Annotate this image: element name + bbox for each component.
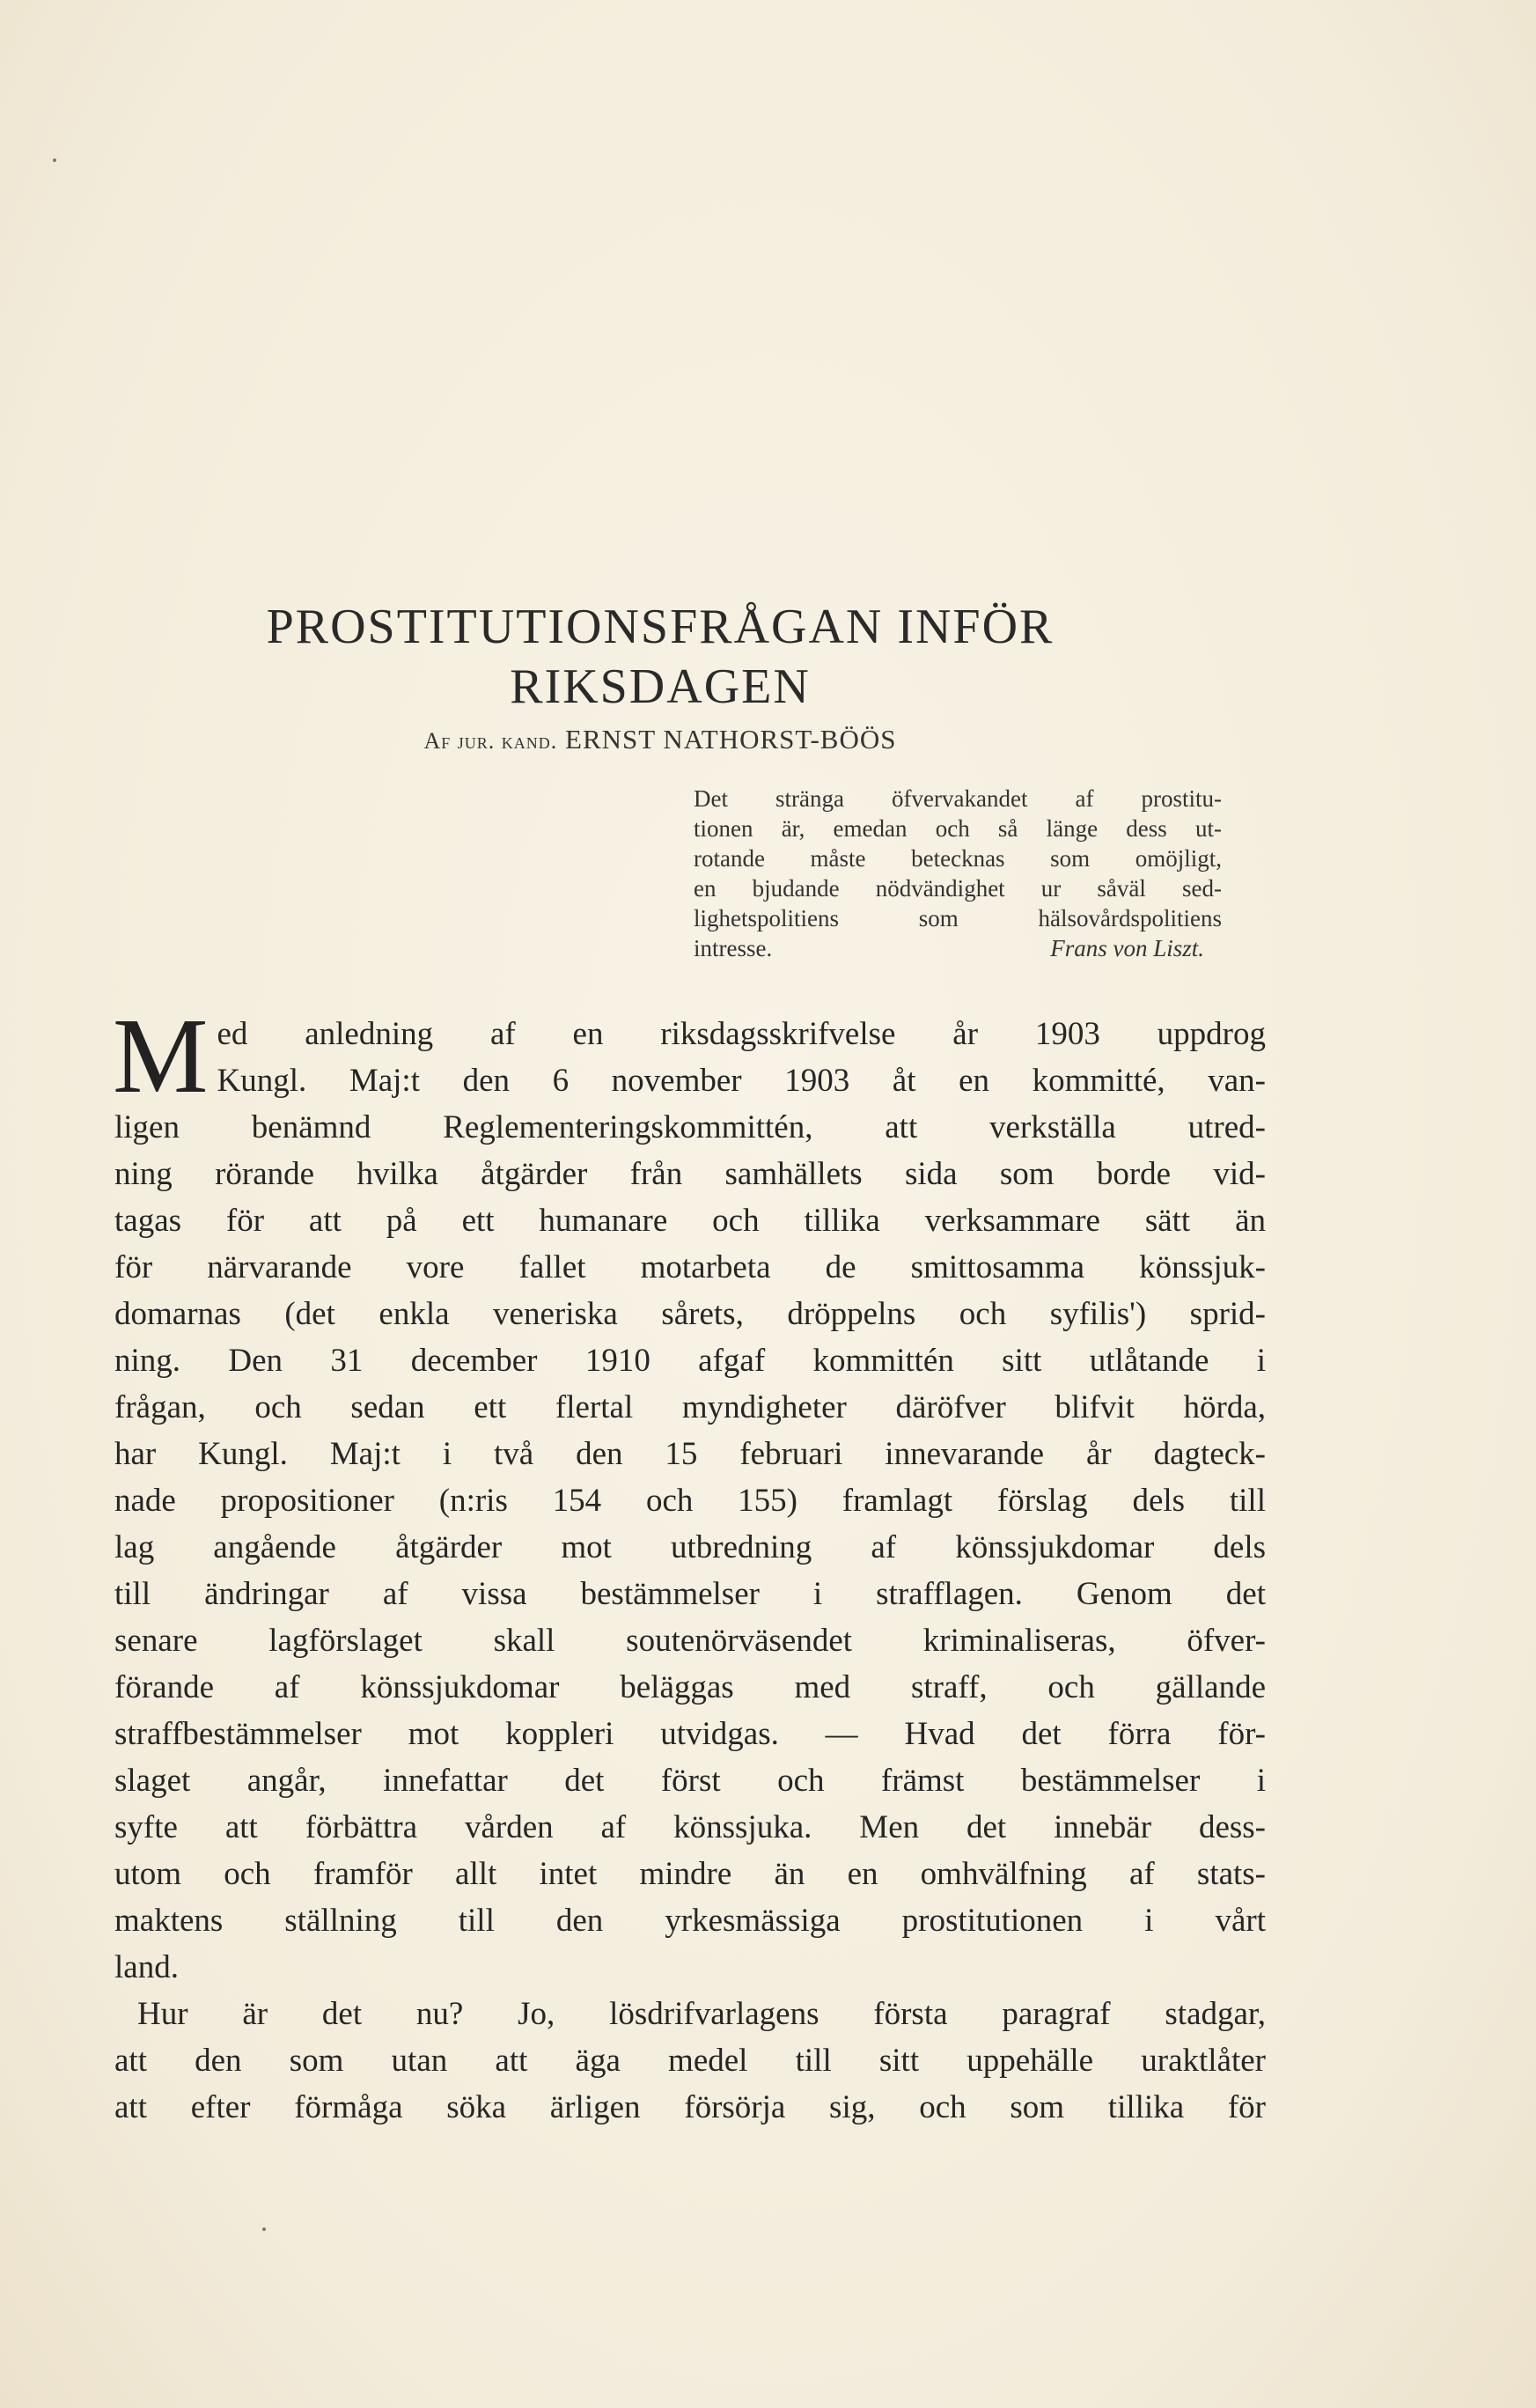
epigraph-line: tionen är, emedan och så länge dess ut- — [694, 815, 1222, 842]
byline — [176, 724, 1144, 755]
body-line: land. — [114, 1949, 179, 1985]
body-line: ed anledning af en riksdagsskrifvelse år 1903 uppdrog — [217, 1016, 1266, 1052]
body-line: senare lagförslaget skall soutenörväsendet kriminaliseras, öfver- — [114, 1623, 1266, 1659]
body-line: för närvarande vore fallet motarbeta de smittosamma könssjuk- — [114, 1249, 1266, 1285]
body-line: har Kungl. Maj:t i två den 15 februari innevarande år dagteck- — [114, 1436, 1266, 1472]
paper-speck — [53, 158, 56, 162]
body-line: ligen benämnd Reglementeringskommittén, att verkställa utred- — [114, 1109, 1266, 1145]
body-line: lag angående åtgärder mot utbredning af könssjukdomar dels — [114, 1529, 1266, 1565]
body-line: att den som utan att äga medel till sitt uppehälle uraktlåter — [114, 2043, 1266, 2079]
title-line-2: RIKSDAGEN — [510, 659, 811, 714]
body-line: slaget angår, innefattar det först och främst bestämmelser i — [114, 1763, 1266, 1799]
body-line: ning. Den 31 december 1910 afgaf kommittén sitt utlåtande i — [114, 1343, 1266, 1379]
drop-cap: M — [113, 997, 209, 1116]
body-line: maktens ställning till den yrkesmässiga prostitutionen i vårt — [114, 1903, 1266, 1939]
epigraph-last-line — [694, 933, 1222, 963]
body-line: domarnas (det enkla veneriska sårets, dröppelns och syfilis') sprid- — [114, 1296, 1266, 1332]
body-line: nade propositioner (n:ris 154 och 155) framlagt förslag dels till — [114, 1483, 1266, 1519]
article-body — [113, 997, 1266, 2131]
title-line-1: PROSTITUTIONSFRÅGAN INFÖR — [266, 599, 1055, 654]
body-line: till ändringar af vissa bestämmelser i strafflagen. Genom det — [114, 1576, 1266, 1612]
body-line: straffbestämmelser mot koppleri utvidgas. — Hvad det förra för- — [114, 1716, 1266, 1752]
epigraph-author: Frans von Liszt. — [1050, 935, 1204, 961]
epigraph-line: en bjudande nödvändighet ur såväl sed- — [694, 875, 1222, 902]
body-line: utom och framför allt intet mindre än en omhvälfning af stats- — [114, 1856, 1266, 1892]
body-line: Kungl. Maj:t den 6 november 1903 åt en kommitté, van- — [217, 1063, 1266, 1099]
body-line: ning rörande hvilka åtgärder från samhällets sida som borde vid- — [114, 1156, 1266, 1192]
body-line: förande af könssjukdomar beläggas med straff, och gällande — [114, 1669, 1266, 1705]
epigraph-line: intresse. — [694, 935, 773, 961]
body-line: att efter förmåga söka ärligen försörja sig, och som tillika för — [114, 2089, 1266, 2125]
byline-author: ERNST NATHORST-BÖÖS — [565, 724, 897, 755]
paper-speck — [262, 2228, 266, 2231]
body-line: tagas för att på ett humanare och tillika verksammare sätt än — [114, 1203, 1266, 1239]
epigraph-line: lighetspolitiens som hälsovårdspolitiens — [694, 905, 1222, 932]
body-line: Hur är det nu? Jo, lösdrifvarlagens första paragraf stadgar, — [137, 1996, 1266, 2032]
article-title — [176, 597, 1144, 717]
byline-prefix: Af jur. kand. — [423, 728, 558, 754]
body-line: frågan, och sedan ett flertal myndigheter däröfver blifvit hörda, — [114, 1389, 1266, 1425]
epigraph-line: rotande måste betecknas som omöjligt, — [694, 845, 1222, 872]
body-line: syfte att förbättra vården af könssjuka. Men det innebär dess- — [114, 1809, 1266, 1845]
epigraph-line: Det stränga öfvervakandet af prostitu- — [694, 785, 1222, 812]
epigraph — [694, 784, 1222, 963]
